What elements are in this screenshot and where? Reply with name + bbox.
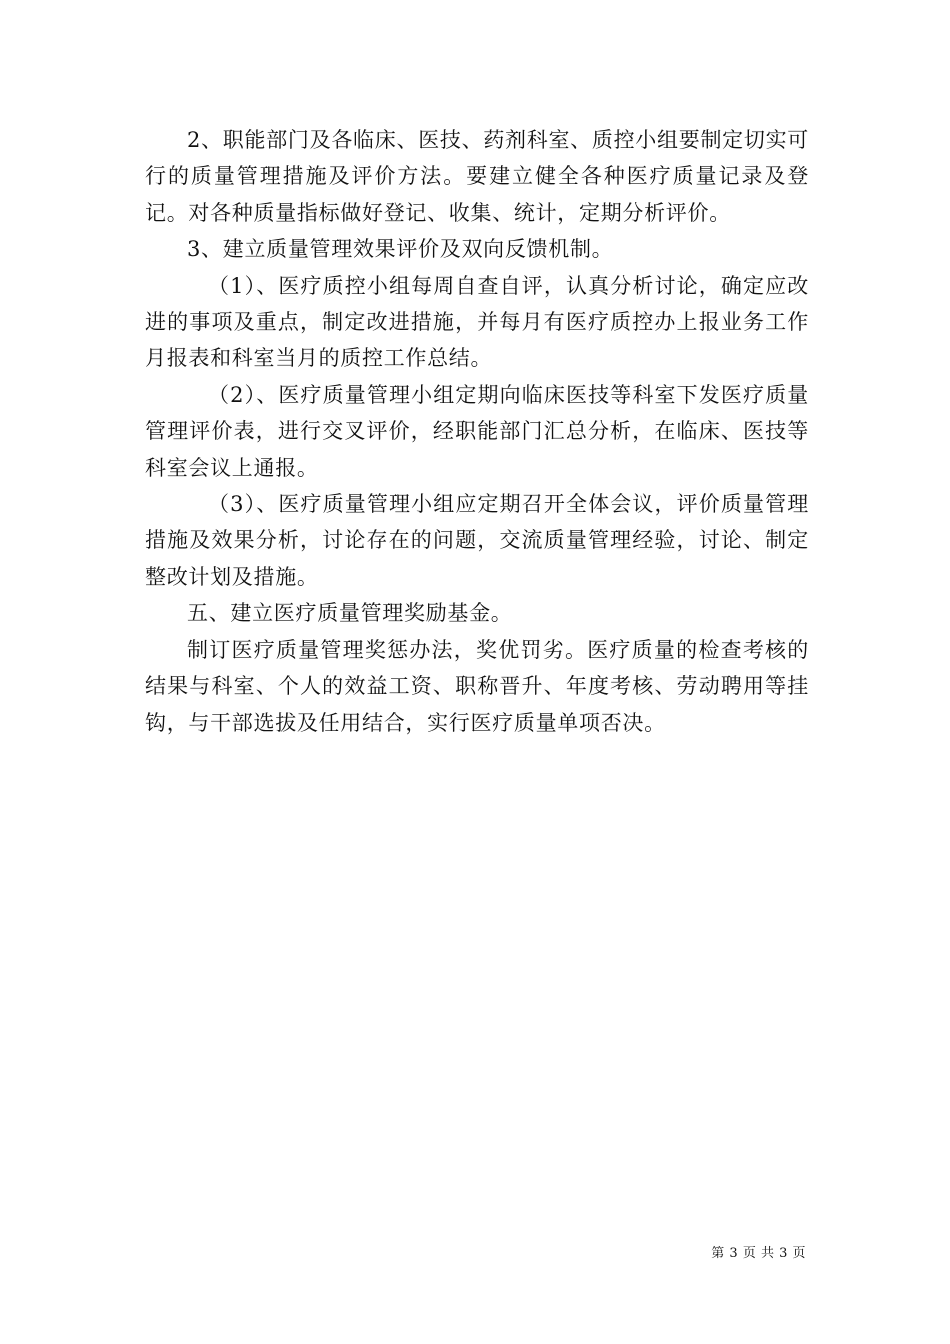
paragraph-subitem-3: （3）、医疗质量管理小组应定期召开全体会议，评价质量管理措施及效果分析，讨论存在的问题，交流质量管理经验，讨论、制定整改计划及措施。	[145, 492, 809, 589]
page-number-footer: 第 3 页 共 3 页	[711, 1246, 806, 1261]
paragraph-item-3: 3、建立质量管理效果评价及双向反馈机制。	[187, 237, 614, 262]
paragraph-subitem-1: （1）、医疗质控小组每周自查自评，认真分析讨论，确定应改进的事项及重点，制定改进措施，并每月有医疗质控办上报业务工作月报表和科室当月的质控工作总结。	[145, 273, 809, 371]
paragraph-reward-policy: 制订医疗质量管理奖惩办法，奖优罚劣。医疗质量的检查考核的结果与科室、个人的效益工资、职称晋升、年度考核、劳动聘用等挂钩，与干部选拔及任用结合，实行医疗质量单项否决。	[145, 637, 809, 735]
document-body	[145, 122, 809, 741]
paragraph-item-2: 2、职能部门及各临床、医技、药剂科室、质控小组要制定切实可行的质量管理措施及评价方法。要建立健全各种医疗质量记录及登记。对各种质量指标做好登记、收集、统计，定期分析评价。	[145, 128, 809, 225]
paragraph-subitem-2: （2）、医疗质量管理小组定期向临床医技等科室下发医疗质量管理评价表，进行交叉评价，经职能部门汇总分析，在临床、医技等科室会议上通报。	[145, 382, 809, 480]
section-heading-5: 五、建立医疗质量管理奖励基金。	[187, 601, 513, 626]
